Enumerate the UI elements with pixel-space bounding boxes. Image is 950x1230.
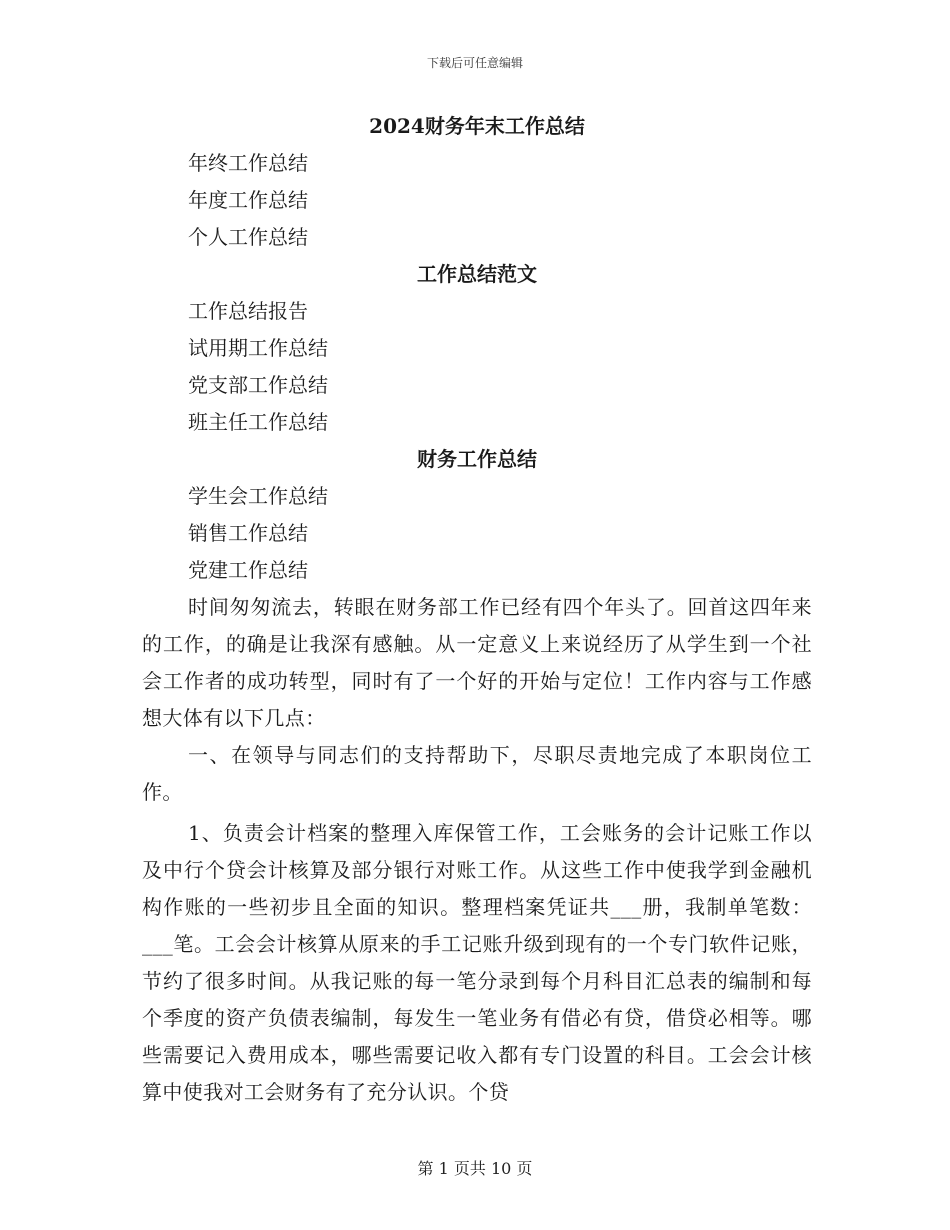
list-item: 年度工作总结 [188,188,308,212]
list-item: 党建工作总结 [188,558,308,582]
list-item: 销售工作总结 [188,521,308,545]
list-item: 班主任工作总结 [188,410,328,434]
document-title: 2024财务年末工作总结 [369,114,585,138]
document-body [142,108,812,1111]
list-item: 年终工作总结 [188,151,308,175]
list-item: 党支部工作总结 [188,373,328,397]
list-item: 试用期工作总结 [188,336,328,360]
paragraph-item-one: 1、负责会计档案的整理入库保管工作，工会账务的会计记账工作以及中行个贷会计核算及部分银行对账工作。从这些工作中使我学到金融机构作账的一些初步且全面的知识。整理档案凭证共___册，我制单笔数：___笔。工会会计核算从原来的手工记账升级到现有的一个专门软件记账，节约了很多时间。从我记账的每一笔分录到每个月科目汇总表的编制和每个季度的资产负债表编制，每发生一笔业务有借必有贷，借贷必相等。哪些需要记入费用成本，哪些需要记收入都有专门设置的科目。工会会计核算中使我对工会财务有了充分认识。个贷 [142,821,812,1104]
paragraph-section-one: 一、在领导与同志们的支持帮助下，尽职尽责地完成了本职岗位工作。 [142,743,812,804]
paragraph-intro: 时间匆匆流去，转眼在财务部工作已经有四个年头了。回首这四年来的工作，的确是让我深有感触。从一定意义上来说经历了从学生到一个社会工作者的成功转型，同时有了一个好的开始与定位！工作内容与工作感想大体有以下几点： [142,595,812,730]
list-item: 个人工作总结 [188,225,308,249]
page-header: 下载后可任意编辑 [426,56,523,70]
page-footer: 第 1 页共 10 页 [417,1159,533,1178]
list-item: 工作总结报告 [188,299,308,323]
section-heading: 工作总结范文 [417,262,537,286]
section-heading: 财务工作总结 [417,447,537,471]
list-item: 学生会工作总结 [188,484,328,508]
